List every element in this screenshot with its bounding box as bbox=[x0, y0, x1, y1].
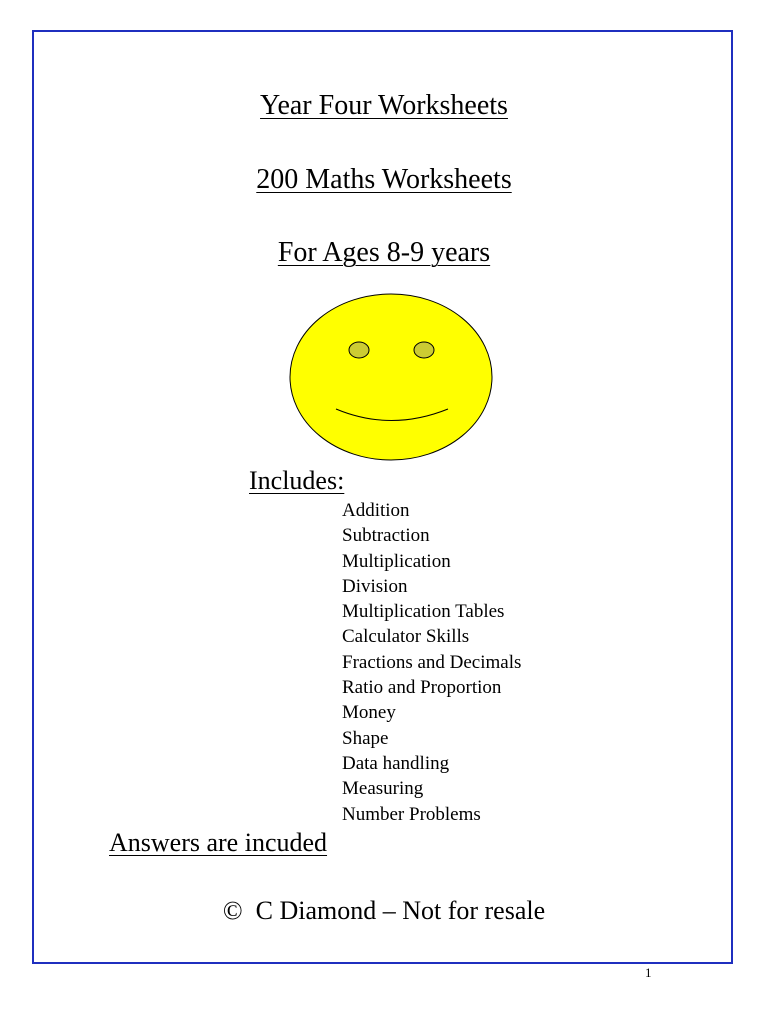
title-200-maths-text: 200 Maths Worksheets bbox=[256, 164, 512, 195]
answers-note bbox=[109, 828, 327, 858]
includes-heading bbox=[249, 466, 344, 496]
topic-item: Multiplication bbox=[342, 550, 451, 572]
topic-item: Ratio and Proportion bbox=[342, 677, 502, 699]
includes-heading-text: Includes: bbox=[249, 466, 345, 495]
smiley-left-eye bbox=[349, 342, 369, 358]
topic-item: Shape bbox=[342, 727, 389, 749]
title-year-four bbox=[0, 90, 768, 122]
topic-item: Money bbox=[342, 702, 396, 724]
smiley-face-outline bbox=[290, 294, 492, 460]
topic-item: Measuring bbox=[342, 778, 424, 800]
answers-note-text: Answers are incuded bbox=[109, 828, 328, 857]
topic-item: Subtraction bbox=[342, 525, 430, 547]
title-200-maths bbox=[0, 164, 768, 196]
topic-item: Fractions and Decimals bbox=[342, 651, 522, 673]
topic-item: Division bbox=[342, 575, 408, 597]
page-number: 1 bbox=[645, 965, 652, 980]
topic-item: Number Problems bbox=[342, 803, 481, 825]
title-year-four-text: Year Four Worksheets bbox=[260, 90, 508, 121]
copyright-line: © C Diamond – Not for resale bbox=[222, 896, 546, 925]
title-ages-text: For Ages 8-9 years bbox=[277, 237, 491, 268]
smiley-face-icon bbox=[288, 292, 494, 462]
smiley-right-eye bbox=[414, 342, 434, 358]
topic-item: Calculator Skills bbox=[342, 626, 470, 648]
topics-list bbox=[342, 498, 521, 827]
topic-item: Data handling bbox=[342, 752, 450, 774]
topic-item: Multiplication Tables bbox=[342, 601, 505, 623]
title-ages bbox=[0, 237, 768, 269]
topic-item: Addition bbox=[342, 500, 410, 521]
